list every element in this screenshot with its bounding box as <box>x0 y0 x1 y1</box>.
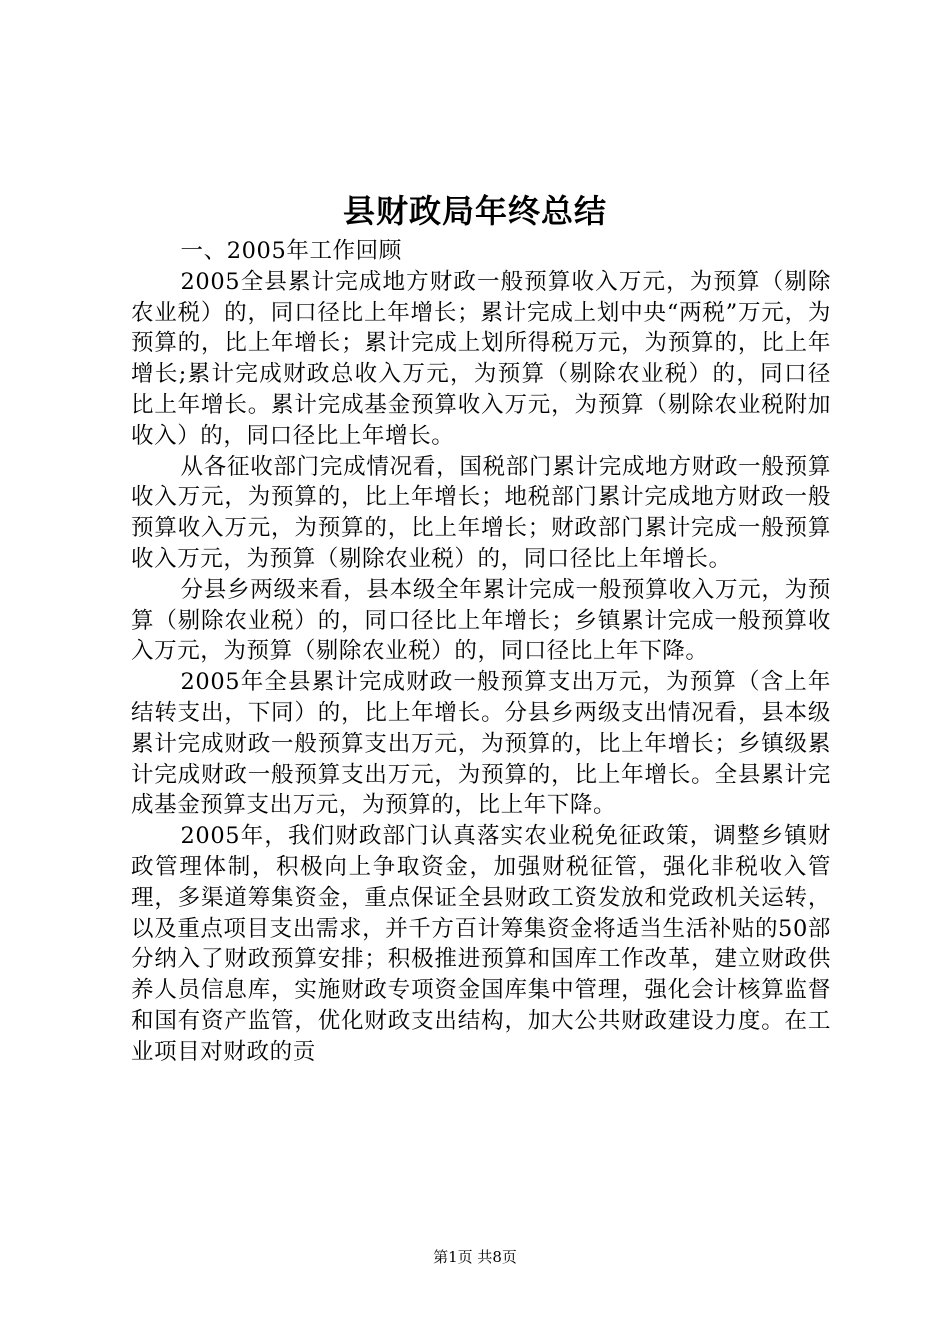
paragraph-county-township: 分县乡两级来看，县本级全年累计完成一般预算收入万元，为预算（剔除农业税）的，同口径比上年增长；乡镇累计完成一般预算收入万元，为预算（剔除农业税）的，同口径比上年下降。 <box>131 576 831 665</box>
paragraph-expenditure: 2005年全县累计完成财政一般预算支出万元，为预算（含上年结转支出，下同）的，比上年增长。分县乡两级支出情况看，县本级累计完成财政一般预算支出万元，为预算的，比上年增长；乡镇级累计完成财政一般预算支出万元，为预算的，比上年增长。全县累计完成基金预算支出万元，为预算的，比上年下降。 <box>131 669 831 819</box>
section-heading: 一、2005年工作回顾 <box>180 238 402 264</box>
paragraph-departments: 从各征收部门完成情况看，国税部门累计完成地方财政一般预算收入万元，为预算的，比上年增长；地税部门累计完成地方财政一般预算收入万元，为预算的，比上年增长；财政部门累计完成一般预算收入万元，为预算（剔除农业税）的，同口径比上年增长。 <box>131 453 831 572</box>
paragraph-revenue: 2005全县累计完成地方财政一般预算收入万元，为预算（剔除农业税）的，同口径比上年增长；累计完成上划中央“两税”万元，为预算的，比上年增长；累计完成上划所得税万元，为预算的，比上年增长;累计完成财政总收入万元，为预算（剔除农业税）的，同口径比上年增长。累计完成基金预算收入万元，为预算（剔除农业税附加收入）的，同口径比上年增长。 <box>131 268 831 449</box>
paragraph-work-summary: 2005年，我们财政部门认真落实农业税免征政策，调整乡镇财政管理体制，积极向上争取资金，加强财税征管，强化非税收入管理，多渠道筹集资金，重点保证全县财政工资发放和党政机关运转，以及重点项目支出需求，并千方百计筹集资金将适当生活补贴的50部分纳入了财政预算安排；积极推进预算和国库工作改革，建立财政供养人员信息库，实施财政专项资金国库集中管理，强化会计核算监督和国有资产监管，优化财政支出结构，加大公共财政建设力度。在工业项目对财政的贡 <box>131 823 831 1065</box>
document-title: 县财政局年终总结 <box>342 192 607 230</box>
document-body <box>131 236 831 1068</box>
page-footer: 第1页 共8页 <box>433 1248 517 1266</box>
